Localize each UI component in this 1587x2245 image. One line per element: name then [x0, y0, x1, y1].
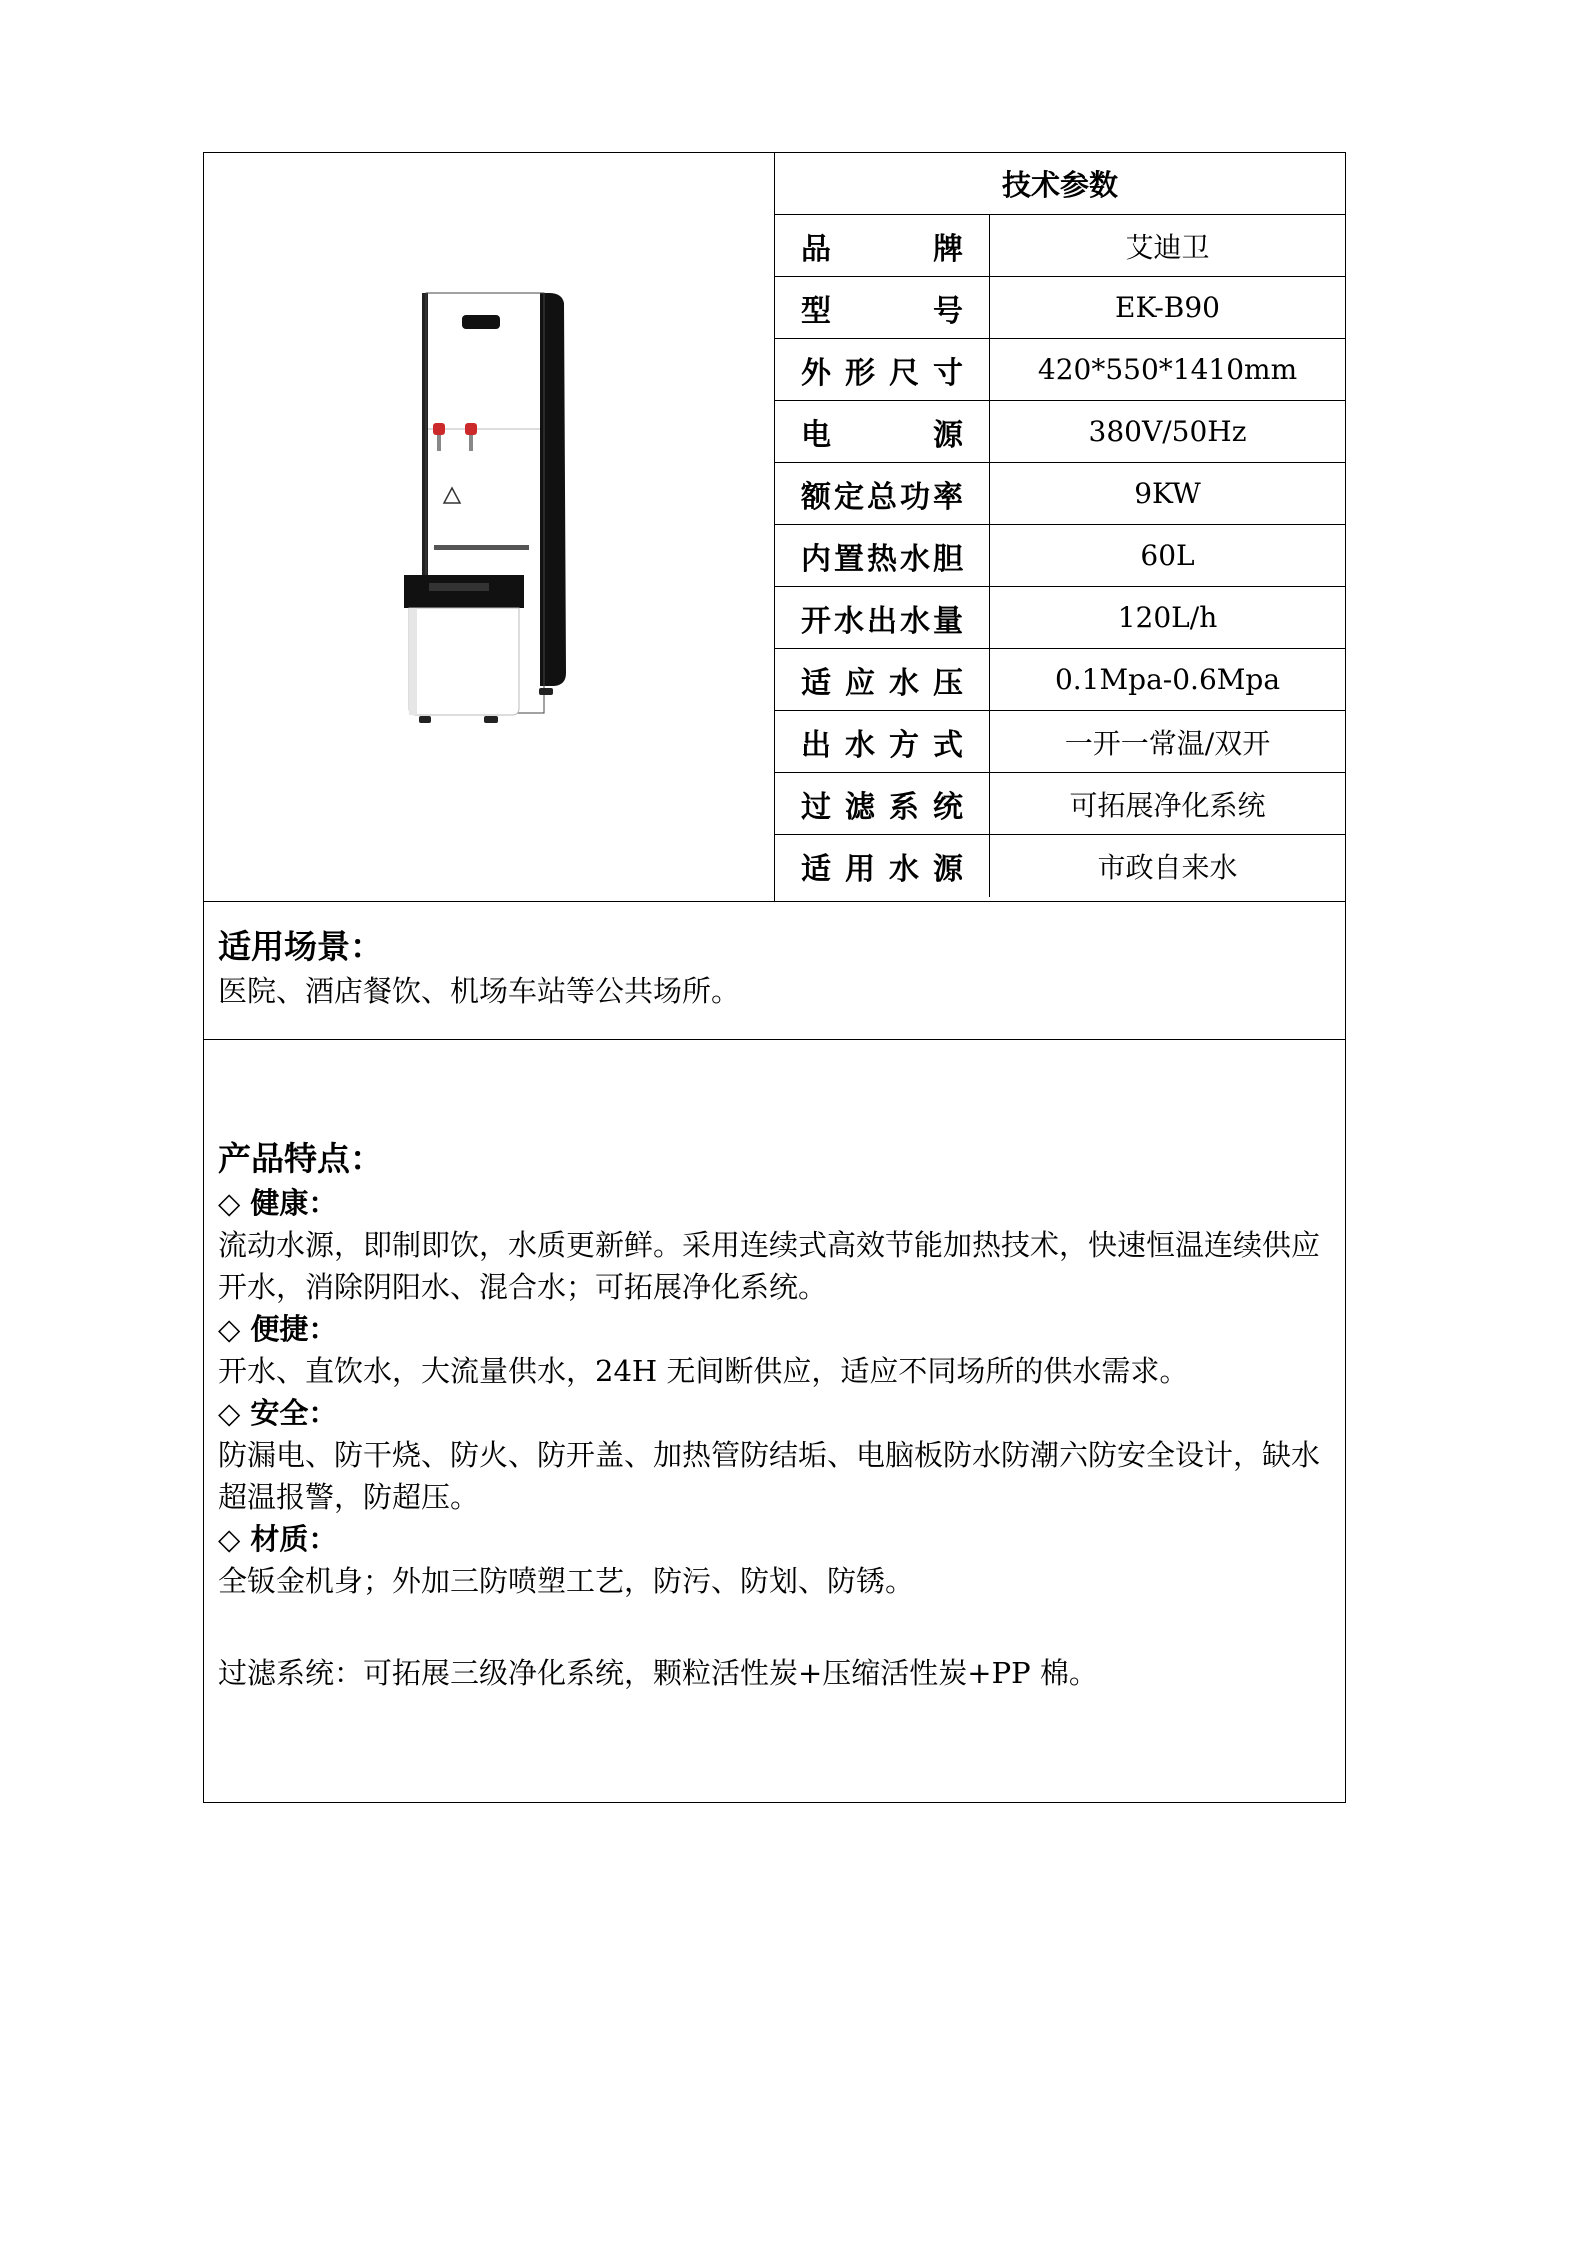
feature-heading: ◇ 材质：: [218, 1522, 338, 1556]
spec-row: [775, 773, 1345, 835]
feature-text: 全钣金机身；外加三防喷塑工艺，防污、防划、防锈。: [218, 1564, 915, 1598]
product-image-cell: [204, 153, 775, 901]
spec-value: 60L: [1140, 539, 1195, 572]
scene-section: [204, 902, 1345, 1040]
feature-text: 开水、直饮水，大流量供水，24H 无间断供应，适应不同场所的供水需求。: [218, 1354, 1189, 1388]
spec-value: 9KW: [1134, 477, 1201, 510]
spec-value: 380V/50Hz: [1088, 415, 1247, 448]
spec-title: 技术参数: [775, 153, 1345, 215]
spec-key: 过滤系统: [775, 773, 990, 834]
spec-row: [775, 277, 1345, 339]
spec-row: [775, 711, 1345, 773]
feature-heading: ◇ 健康：: [218, 1186, 338, 1220]
spec-key: 型号: [775, 277, 990, 338]
spec-key: 电源: [775, 401, 990, 462]
spec-value: 0.1Mpa-0.6Mpa: [1054, 663, 1281, 696]
spec-row: [775, 463, 1345, 525]
spec-value: 一开一常温/双开: [1064, 726, 1271, 760]
spec-key: 适应水压: [775, 649, 990, 710]
top-section: [204, 153, 1345, 902]
spec-key: 出水方式: [775, 711, 990, 772]
spec-value: 420*550*1410mm: [1037, 353, 1298, 386]
spec-value: 120L/h: [1117, 601, 1218, 634]
feature-heading: ◇ 便捷：: [218, 1312, 338, 1346]
water-boiler-image: [204, 153, 774, 901]
filter-system-text: 过滤系统：可拓展三级净化系统，颗粒活性炭+压缩活性炭+PP 棉。: [218, 1656, 1098, 1690]
spec-value: EK-B90: [1115, 291, 1220, 324]
features-section: [204, 1040, 1345, 1802]
spec-key: 额定总功率: [775, 463, 990, 524]
scene-title: 适用场景：: [218, 927, 383, 966]
spec-key: 外形尺寸: [775, 339, 990, 400]
spec-row: [775, 835, 1345, 897]
spec-key: 内置热水胆: [775, 525, 990, 586]
spec-value: 市政自来水: [1097, 851, 1238, 884]
feature-text: 防漏电、防干烧、防火、防开盖、加热管防结垢、电脑板防水防潮六防安全设计，缺水超温报警，防超压。: [218, 1438, 1321, 1514]
spec-row: [775, 587, 1345, 649]
spec-value: 艾迪卫: [1125, 230, 1210, 264]
spec-key: 品牌: [775, 215, 990, 276]
scene-text: 医院、酒店餐饮、机场车站等公共场所。: [218, 974, 741, 1008]
feature-heading: ◇ 安全：: [218, 1396, 338, 1430]
spec-row: [775, 649, 1345, 711]
spec-row: [775, 339, 1345, 401]
spec-row: [775, 215, 1345, 277]
spec-key: 适用水源: [775, 835, 990, 897]
spec-row: [775, 525, 1345, 587]
spec-row: [775, 401, 1345, 463]
spec-key: 开水出水量: [775, 587, 990, 648]
spec-table: [775, 153, 1345, 901]
spec-sheet: [203, 152, 1346, 1803]
spec-value: 可拓展净化系统: [1069, 788, 1266, 822]
features-title: 产品特点：: [218, 1139, 383, 1178]
feature-text: 流动水源，即制即饮，水质更新鲜。采用连续式高效节能加热技术，快速恒温连续供应开水，消除阴阳水、混合水；可拓展净化系统。: [218, 1228, 1321, 1304]
